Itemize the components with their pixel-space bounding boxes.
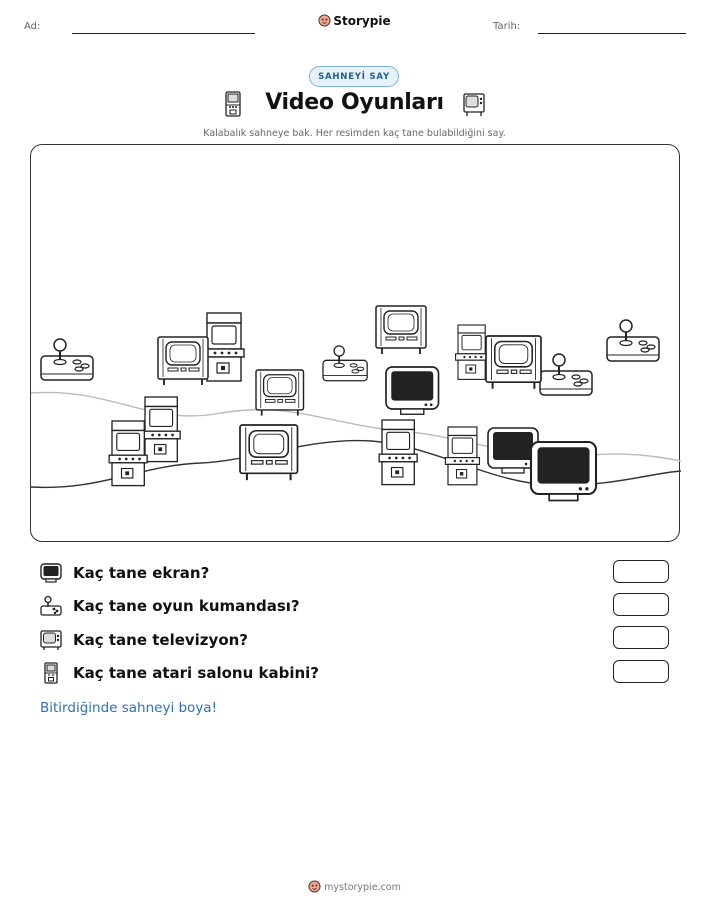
date-line[interactable] [538, 33, 686, 34]
counting-scene[interactable] [30, 144, 680, 542]
date-label: Tarih: [493, 21, 521, 32]
scene-screen-3 [531, 442, 596, 501]
answer-box[interactable] [613, 560, 669, 583]
television-icon [40, 629, 62, 651]
brand-name: Storypie [333, 14, 391, 28]
scene-arcade-4 [456, 325, 488, 379]
question-row [40, 659, 319, 687]
question-row [40, 626, 248, 654]
scene-arcade-6 [445, 427, 479, 485]
scene-tv-5 [240, 425, 298, 480]
scene-tv-1 [158, 337, 208, 385]
scene-screen-1 [386, 367, 439, 414]
scene-arcade-5 [379, 420, 417, 485]
answer-box[interactable] [613, 593, 669, 616]
scene-joystick-2 [323, 346, 367, 381]
answer-box[interactable] [613, 660, 669, 683]
scene-joystick-1 [41, 339, 93, 380]
name-line[interactable] [72, 33, 255, 34]
scene-tv-4 [486, 336, 541, 389]
question-text: Kaç tane televizyon? [73, 631, 248, 649]
question-row [40, 592, 300, 620]
scene-arcade-3 [109, 421, 147, 486]
joystick-icon [40, 595, 62, 617]
arcade-cabinet-icon [40, 662, 62, 684]
scene-joystick-3 [540, 354, 592, 395]
question-row [40, 559, 209, 587]
scene-arcade-2 [142, 397, 180, 462]
scene-illustration [31, 145, 681, 543]
footer [0, 880, 709, 893]
scene-tv-2 [256, 370, 304, 416]
screen-icon [40, 562, 62, 584]
finish-instruction: Bitirdiğinde sahneyi boya! [40, 700, 217, 716]
scene-tv-3 [376, 306, 426, 354]
page-title: Video Oyunları [265, 90, 444, 115]
answer-box[interactable] [613, 626, 669, 649]
name-label: Ad: [24, 21, 41, 32]
storypie-logo-icon [318, 14, 331, 27]
storypie-logo-icon [308, 880, 321, 893]
question-text: Kaç tane oyun kumandası? [73, 597, 300, 615]
television-icon [462, 91, 486, 117]
scene-arcade-1 [204, 313, 244, 381]
footer-url[interactable]: mystorypie.com [324, 882, 401, 893]
question-text: Kaç tane ekran? [73, 564, 210, 582]
scene-joystick-4 [607, 320, 659, 361]
brand-logo [0, 14, 709, 28]
question-text: Kaç tane atari salonu kabini? [73, 664, 319, 682]
page-subtitle: Kalabalık sahneye bak. Her resimden kaç tane bulabildiğini say. [203, 128, 506, 139]
activity-badge: SAHNEYİ SAY [309, 66, 399, 87]
